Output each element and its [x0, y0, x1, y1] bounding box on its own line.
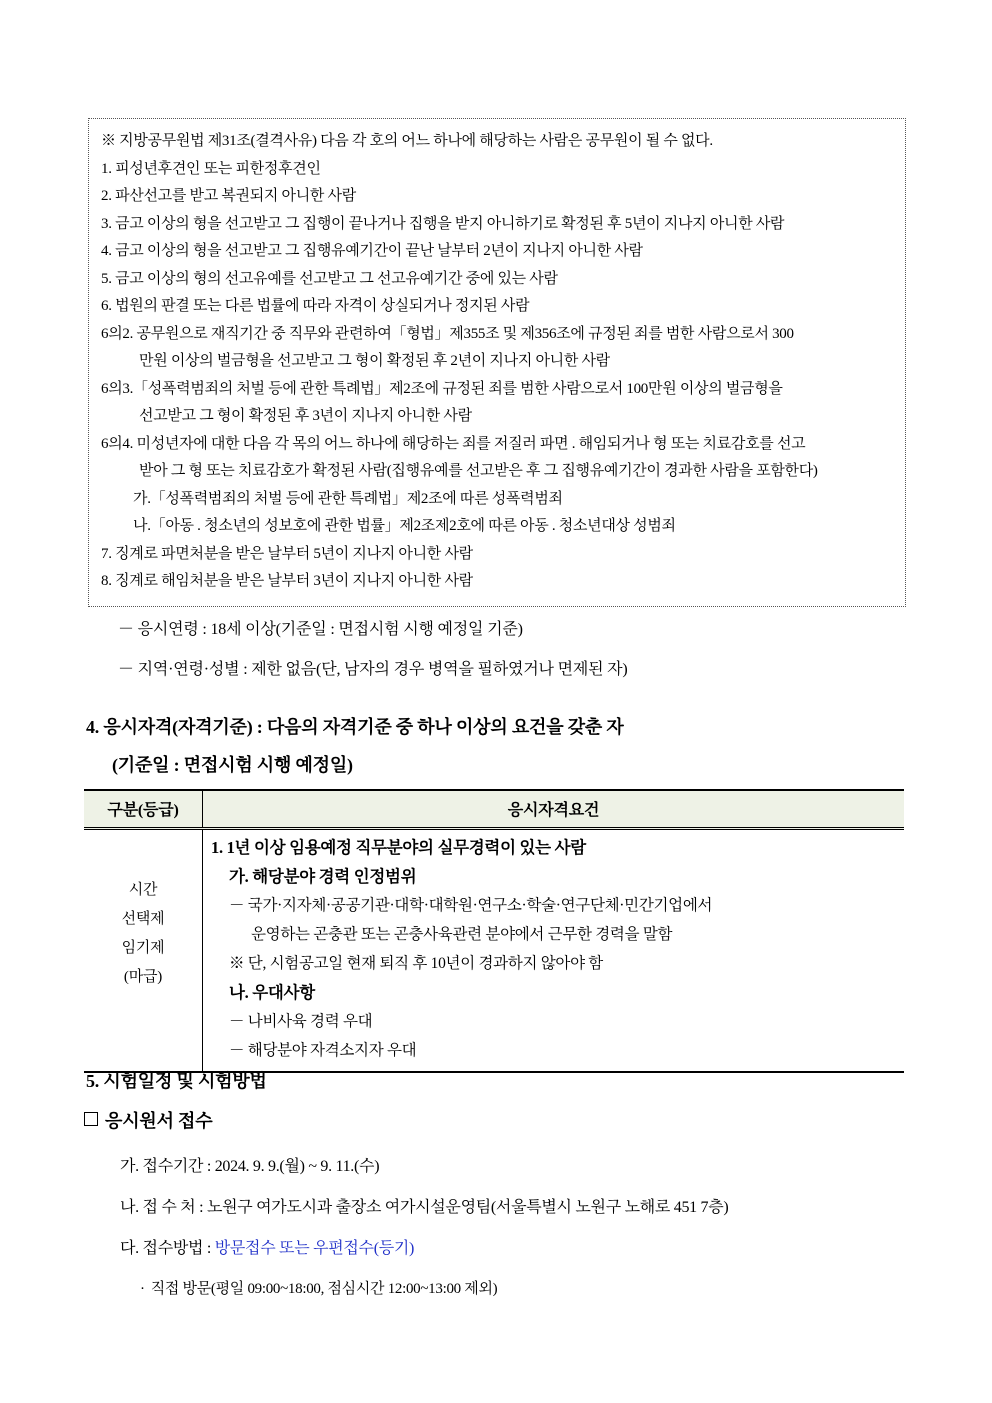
requirement-line-4: 운영하는 곤충관 또는 곤충사육관련 분야에서 근무한 경력을 말함 [251, 926, 673, 943]
notice-item-6-3-line2: 선고받고 그 형이 확정된 후 3년이 지나지 아니한 사람 [139, 408, 472, 424]
application-method-line [120, 1237, 414, 1261]
checkbox-icon [84, 1112, 98, 1126]
notice-item-6-3-line1: 「성폭력범죄의 처벌 등에 관한 특례법」제2조에 규정된 죄를 범한 사람으로서 100만원 이상의 벌금형을 [133, 380, 783, 397]
notice-item-3: 3. 금고 이상의 형을 선고받고 그 집행이 끝나거나 집행을 받지 아니하기로 확정된 후 5년이 지나지 아니한 사람 [101, 215, 785, 232]
notice-item-6-4-label: 6의4. [101, 435, 134, 452]
region-limit-line: － 지역·연령·성별 : 제한 없음(단, 남자의 경우 병역을 필하였거나 면제된 자) [118, 661, 628, 678]
notice-item-6-2 [101, 321, 893, 349]
table-header-row [84, 790, 904, 829]
application-period-line [120, 1155, 379, 1179]
visit-hours-value: 직접 방문(평일 09:00~18:00, 점심시간 12:00~13:00 제외) [150, 1281, 498, 1297]
section-5-subheading: 응시원서 접수 [105, 1111, 213, 1131]
notice-item-8: 8. 징계로 해임처분을 받은 날부터 3년이 지나지 아니한 사람 [101, 573, 473, 589]
age-limit-line: － 응시연령 : 18세 이상(기준일 : 면접시험 시행 예정일 기준) [118, 621, 523, 638]
disqualification-notice-box [88, 118, 906, 607]
notice-item-6-4-sub-a: 가.「성폭력범죄의 처벌 등에 관한 특례법」제2조에 따른 성폭력범죄 [133, 490, 563, 507]
requirement-line-5: ※ 단, 시험공고일 현재 퇴직 후 10년이 경과하지 않아야 함 [229, 955, 603, 972]
notice-item-6-4 [101, 431, 893, 459]
notice-item-6-4-line1: 미성년자에 대한 다음 각 목의 어느 하나에 해당하는 죄를 저질러 파면 . 해임되거나 형 또는 치료감호를 선고 [136, 435, 806, 452]
notice-item-7: 7. 징계로 파면처분을 받은 날부터 5년이 지나지 아니한 사람 [101, 545, 473, 562]
notice-item-6-4-sub-b: 나.「아동 . 청소년의 성보호에 관한 법률」제2조제2호에 따른 아동 . 청소년대상 성범죄 [133, 518, 676, 534]
notice-item-6-4-line2: 받아 그 형 또는 치료감호가 확정된 사람(집행유예를 선고받은 후 그 집행유예기간이 경과한 사람을 포함한다) [139, 463, 818, 479]
application-location-label: 나. 접 수 처 : [120, 1199, 207, 1216]
section-4-heading: 4. 응시자격(자격기준) : 다음의 자격기준 중 하나 이상의 요건을 갖춘 자 [86, 717, 624, 737]
requirement-line-6: 나. 우대사항 [229, 983, 315, 1002]
requirement-line-8: － 해당분야 자격소지자 우대 [229, 1042, 417, 1059]
notice-item-6-2-label: 6의2. [101, 325, 134, 342]
notice-item-6-2-line2: 만원 이상의 벌금형을 선고받고 그 형이 확정된 후 2년이 지나지 아니한 사람 [139, 353, 610, 369]
application-method-label: 다. 접수방법 : [120, 1240, 215, 1257]
notice-item-2: 2. 파산선고를 받고 복권되지 아니한 사람 [101, 188, 356, 204]
table-header-requirements: 응시자격요건 [203, 790, 905, 829]
notice-item-1: 1. 피성년후견인 또는 피한정후견인 [101, 160, 321, 177]
table-cell-requirements [203, 829, 905, 1073]
section-5-heading: 5. 시험일정 및 시험방법 [86, 1071, 267, 1091]
application-location-value: 노원구 여가도시과 출장소 여가시설운영팀(서울특별시 노원구 노해로 451 7층) [206, 1199, 729, 1216]
notice-item-6-2-line1: 공무원으로 재직기간 중 직무와 관련하여「형법」제355조 및 제356조에 규정된 죄를 범한 사람으로서 300 [136, 325, 794, 342]
requirement-line-3: － 국가·지자체·공공기관·대학·대학원·연구소·학술·연구단체·민간기업에서 [229, 897, 713, 914]
notice-item-4: 4. 금고 이상의 형을 선고받고 그 집행유예기간이 끝난 날부터 2년이 지나지 아니한 사람 [101, 243, 643, 259]
requirement-line-7: － 나비사육 경력 우대 [229, 1013, 373, 1030]
section-5-subheading-row [84, 1108, 212, 1134]
division-line-2: 선택제 [121, 911, 165, 927]
visit-hours-line [140, 1277, 497, 1301]
division-line-1: 시간 [128, 882, 158, 898]
qualification-table [84, 789, 904, 1073]
requirement-line-1: 1. 1년 이상 임용예정 직무분야의 실무경력이 있는 사람 [211, 838, 586, 857]
notice-item-6: 6. 법원의 판결 또는 다른 법률에 따라 자격이 상실되거나 정지된 사람 [101, 298, 530, 314]
application-location-line [120, 1196, 728, 1220]
division-line-4: (마급) [123, 969, 163, 985]
notice-item-6-3 [101, 376, 893, 404]
table-row [84, 829, 904, 1073]
table-header-division: 구분(등급) [84, 790, 203, 829]
notice-box-header: ※ 지방공무원법 제31조(결격사유) 다음 각 호의 어느 하나에 해당하는 사람은 공무원이 될 수 없다. [101, 133, 713, 149]
section-4-subheading: (기준일 : 면접시험 시행 예정일) [112, 755, 353, 775]
application-method-value: 방문접수 또는 우편접수(등기) [214, 1240, 415, 1257]
requirement-line-2: 가. 해당분야 경력 인정범위 [229, 867, 417, 886]
notice-item-5: 5. 금고 이상의 형의 선고유예를 선고받고 그 선고유예기간 중에 있는 사람 [101, 270, 558, 287]
application-period-label: 가. 접수기간 : [120, 1158, 215, 1175]
table-cell-division [84, 829, 203, 1073]
division-line-3: 임기제 [121, 940, 165, 956]
application-period-value: 2024. 9. 9.(월) ~ 9. 11.(수) [214, 1158, 380, 1175]
notice-item-6-3-label: 6의3. [101, 380, 134, 397]
bullet-dot-icon: · [140, 1281, 145, 1297]
